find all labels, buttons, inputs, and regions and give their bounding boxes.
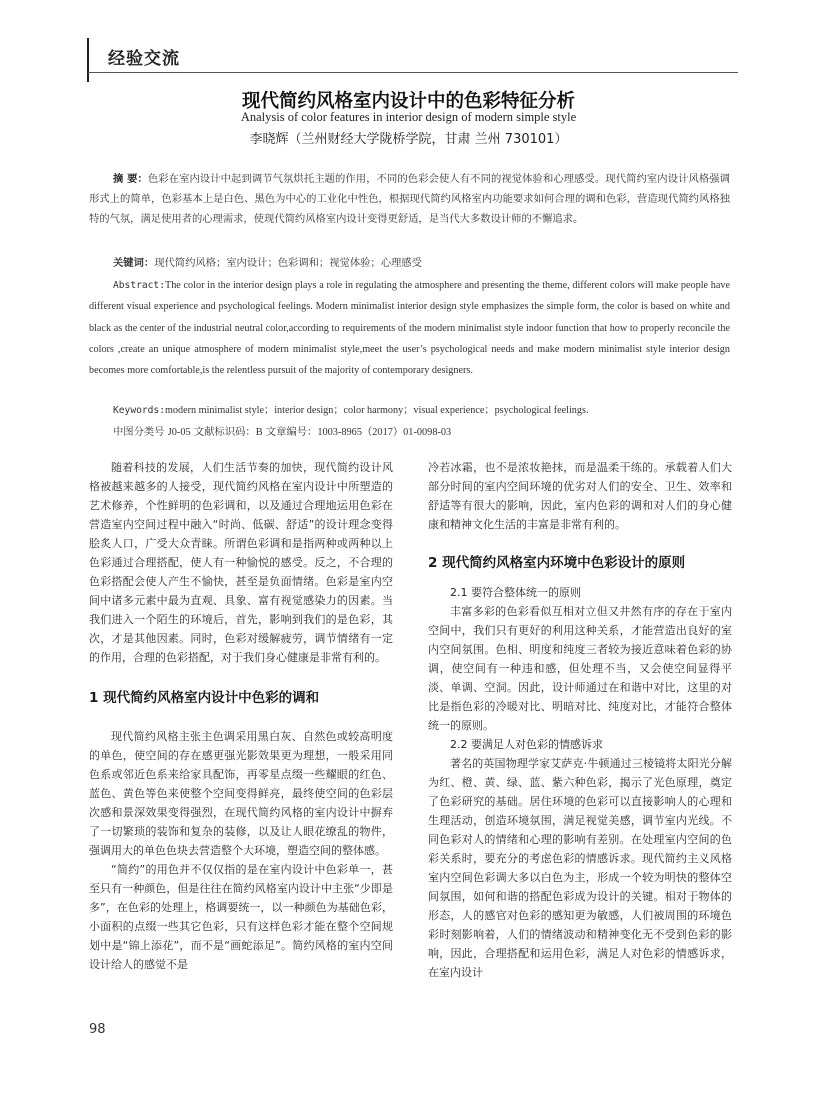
clc-label: 中图分类号 bbox=[113, 426, 165, 438]
body-paragraph: 冷若冰霜，也不是浓妆艳抹，而是温柔干练的。承载着人们大部分时间的室内空间环境的优劣对人们的安全、卫生、效率和舒适等有很大的影响，因此，室内色彩的调和对人们的身心健康和精神文化生活的丰富是非常有利的。 bbox=[428, 461, 732, 531]
section-heading-2: 2 现代简约风格室内环境中色彩设计的原则 bbox=[428, 555, 686, 571]
abstract-label: 摘 要： bbox=[113, 173, 148, 185]
header-divider bbox=[88, 72, 738, 73]
keywords-en-label: Keywords: bbox=[113, 405, 165, 416]
keywords-en-text: modern minimalist style；interior design；color harmony；visual experience；psychological feelings. bbox=[164, 405, 589, 416]
abstract-en bbox=[89, 275, 730, 381]
section-label: 经验交流 bbox=[108, 49, 180, 69]
article-title-en: Analysis of color features in interior design of modern simple style bbox=[240, 110, 577, 124]
subsection-heading-2-1: 2.1 要符合整体统一的原则 bbox=[450, 586, 581, 599]
keywords-label: 关键词： bbox=[113, 257, 155, 269]
abstract-en-label: Abstract: bbox=[113, 280, 165, 291]
abstract-text: 色彩在室内设计中起到调节气氛烘托主题的作用，不同的色彩会使人有不同的视觉体验和心理感受。现代简约室内设计风格强调形式上的简单，色彩基本上是白色、黑色为中心的工业化中性色，根据现代简约风格室内功能要求如何合理的调和色彩，营造现代简约风格独特的气氛，满足使用者的心理需求，使现代简约风格室内设计变得更舒适，是当代大多数设计师的不懈追求。 bbox=[89, 173, 730, 225]
article-no-value: 1003-8965（2017）01-0098-03 bbox=[317, 427, 452, 438]
section-heading-1: 1 现代简约风格室内设计中色彩的调和 bbox=[89, 690, 320, 706]
body-paragraph: “简约”的用色并不仅仅指的是在室内设计中色彩单一，甚至只有一种颜色，但是往往在简约风格室内设计中主张“少即是多”，在色彩的处理上，格调要统一，以一种颜色为基础色彩，小面积的点缀一些其它色彩，只有这样色彩才能在整个空间规划中是“锦上添花”，而不是“画蛇添足”。简约风格的室内空间设计给人的感觉不是 bbox=[89, 863, 393, 971]
abstract-zh bbox=[89, 169, 730, 229]
article-no-label: 文章编号： bbox=[265, 426, 318, 438]
subsection-heading-2-2: 2.2 要满足人对色彩的情感诉求 bbox=[450, 738, 603, 751]
keywords-text: 现代简约风格；室内设计；色彩调和；视觉体验；心理感受 bbox=[154, 257, 422, 269]
abstract-en-text: The color in the interior design plays a role in regulating the atmosphere and presenting the theme, different colors will make people have different visual experience and psychological feelings. Modern minimalist interior design style emphasizes the simple form, the color is based on white and black as the center of the industrial neutral color,according to requirements of the modern minimalist style indoor function that how to properly reconcile the colors ,create an unique atmosphere of modern minimalist style,meet the user’s psychological needs and make modern minimalist style interior design becomes more comfortable,is the relentless pursuit of the majority of contemporary designers. bbox=[89, 280, 730, 377]
page-number: 98 bbox=[89, 1022, 106, 1037]
header-vertical-rule bbox=[87, 38, 89, 82]
doc-code-value: B bbox=[255, 427, 263, 438]
article-title: 现代简约风格室内设计中的色彩特征分析 bbox=[241, 91, 575, 112]
author-affiliation: 李晓辉（兰州财经大学陇桥学院，甘肃 兰州 730101） bbox=[249, 132, 568, 147]
clc-value: J0-05 bbox=[167, 427, 191, 438]
body-paragraph: 现代简约风格主张主色调采用黑白灰、自然色或较高明度的单色，使空间的存在感更强光影效果更为理想，一般采用同色系或邻近色系来给家具配饰，再零星点缀一些耀眼的红色、蓝色、黄色等色来使整个空间变得鲜亮，最终使空间的色彩层次感和景深效果变得强烈，在现代简约风格的室内设计中摒弃了一切繁琐的装饰和复杂的装修，以及让人眼花缭乱的物件，强调用大的单色色块去营造整个大环境，塑造空间的整体感。 bbox=[89, 730, 393, 857]
body-column-right bbox=[428, 458, 732, 982]
body-paragraph: 著名的英国物理学家艾萨克·牛顿通过三棱镜将太阳光分解为红、橙、黄、绿、蓝、紫六种色彩，揭示了光色原理，奠定了色彩研究的基础。居住环境的色彩可以直接影响人的心理和生理活动，创造环境氛围，满足视觉美感，调节室内光线。不同色彩对人的情绪和心理的影响有差别。在处理室内空间的色彩关系时，要充分的考虑色彩的情感诉求。现代简约主义风格室内空间色彩调大多以白色为主，形成一个较为明快的整体空间氛围，如何和谐的搭配色彩成为设计的关键。相对于物体的形态，人的感官对色彩的感知更为敏感，人们被周围的环境色彩时刻影响着，人们的情绪波动和精神变化无不受到色彩的影响，因此，合理搭配和运用色彩，满足人对色彩的情感诉求，在室内设计 bbox=[428, 757, 732, 979]
doc-code-label: 文献标识码： bbox=[193, 426, 256, 438]
body-paragraph: 随着科技的发展，人们生活节奏的加快，现代简约设计风格被越来越多的人接受，现代简约风格在室内设计中所塑造的艺术修养，个性鲜明的色彩调和，以及通过合理地运用色彩在营造室内空间过程中融入“时尚、低碳、舒适”的设计理念变得脍炙人口，广受大众青睐。所谓色彩调和是指两种或两种以上色彩通过合理搭配，使人有一种愉悦的感受。反之，不合理的色彩搭配会使人产生不愉快，甚至是负面情绪。色彩是室内空间中诸多元素中最为直观、具象、富有视觉感染力的因素。当我们进入一个陌生的环境后，首先，影响到我们的是色彩，其次，才是其他因素。同时，色彩对缓解疲劳，调节情绪有一定的作用，合理的色彩搭配，对于我们身心健康是非常有利的。 bbox=[89, 461, 393, 664]
keywords-en bbox=[89, 402, 730, 420]
body-column-left bbox=[89, 458, 393, 974]
classification-line bbox=[89, 423, 730, 442]
body-paragraph: 丰富多彩的色彩看似互相对立但又井然有序的存在于室内空间中，我们只有更好的利用这种关系，才能营造出良好的室内空间氛围。色相、明度和纯度三者较为接近意味着色彩的协调，使空间有一种违和感，但处理不当，又会使空间显得平淡、单调、空洞。因此，设计师通过在和谐中对比，这里的对比是指色彩的冷暖对比、明暗对比、纯度对比，才能符合整体统一的原则。 bbox=[428, 605, 732, 732]
keywords-zh bbox=[89, 254, 730, 272]
